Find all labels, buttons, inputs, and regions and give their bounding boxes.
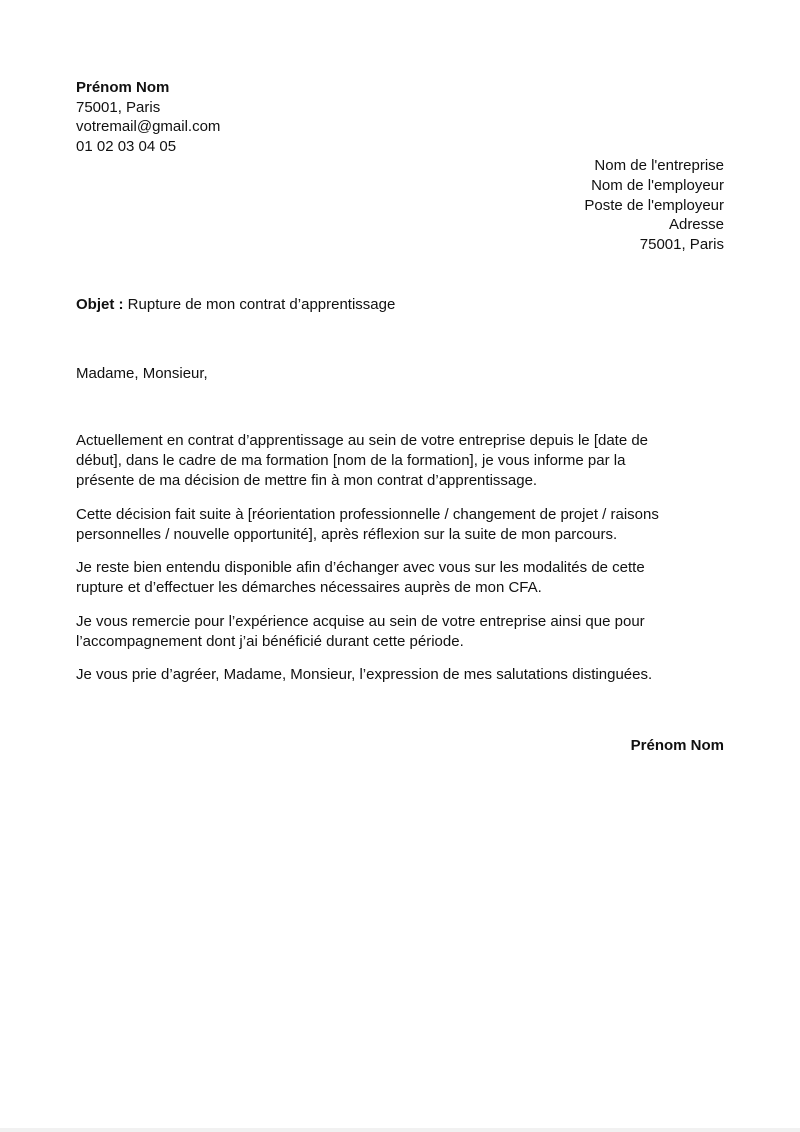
sender-block [76, 78, 220, 156]
recipient-address: Adresse [668, 216, 724, 234]
sender-city: 75001, Paris [76, 98, 161, 116]
salutation: Madame, Monsieur, [76, 365, 208, 382]
recipient-position: Poste de l'employeur [584, 196, 724, 214]
paragraph-line: Cette décision fait suite à [réorientation professionnelle / changement de projet / raisons [76, 505, 659, 523]
body-paragraph [76, 558, 726, 598]
paragraph-line: Actuellement en contrat d’apprentissage au sein de votre entreprise depuis le [date de [76, 432, 649, 449]
paragraph-line: début], dans le cadre de ma formation [nom de la formation], je vous informe par la [76, 452, 626, 469]
paragraph-line: présente de ma décision de mettre fin à mon contrat d’apprentissage. [76, 472, 538, 489]
subject-line [76, 295, 395, 315]
signature: Prénom Nom [630, 737, 724, 754]
paragraph-line: personnelles / nouvelle opportunité], après réflexion sur la suite de mon parcours. [76, 525, 618, 543]
paragraph-line: Je vous remercie pour l’expérience acquise au sein de votre entreprise ainsi que pour [76, 612, 645, 630]
paragraph-line: rupture et d’effectuer les démarches nécessaires auprès de mon CFA. [76, 579, 542, 596]
sender-email: votremail@gmail.com [76, 118, 221, 136]
subject-label: Objet : [76, 296, 124, 313]
paragraph-line: Je vous prie d’agréer, Madame, Monsieur, l’expression de mes salutations distinguées. [76, 666, 653, 683]
sender-phone: 01 02 03 04 05 [76, 137, 177, 155]
letter-body [76, 431, 726, 699]
body-paragraph [76, 431, 726, 491]
body-paragraph [76, 612, 726, 652]
recipient-block [584, 156, 724, 255]
recipient-city: 75001, Paris [639, 236, 724, 254]
paragraph-line: Je reste bien entendu disponible afin d’échanger avec vous sur les modalités de cette [76, 559, 645, 576]
body-paragraph [76, 505, 726, 545]
body-paragraph [76, 665, 726, 685]
subject-text: Rupture de mon contrat d’apprentissage [127, 296, 396, 313]
recipient-employer: Nom de l'employeur [591, 176, 724, 194]
recipient-company: Nom de l'entreprise [594, 157, 724, 174]
paragraph-line: l’accompagnement dont j’ai bénéficié durant cette période. [76, 632, 464, 650]
sender-name: Prénom Nom [76, 79, 170, 96]
page-bottom-edge [0, 1128, 800, 1132]
